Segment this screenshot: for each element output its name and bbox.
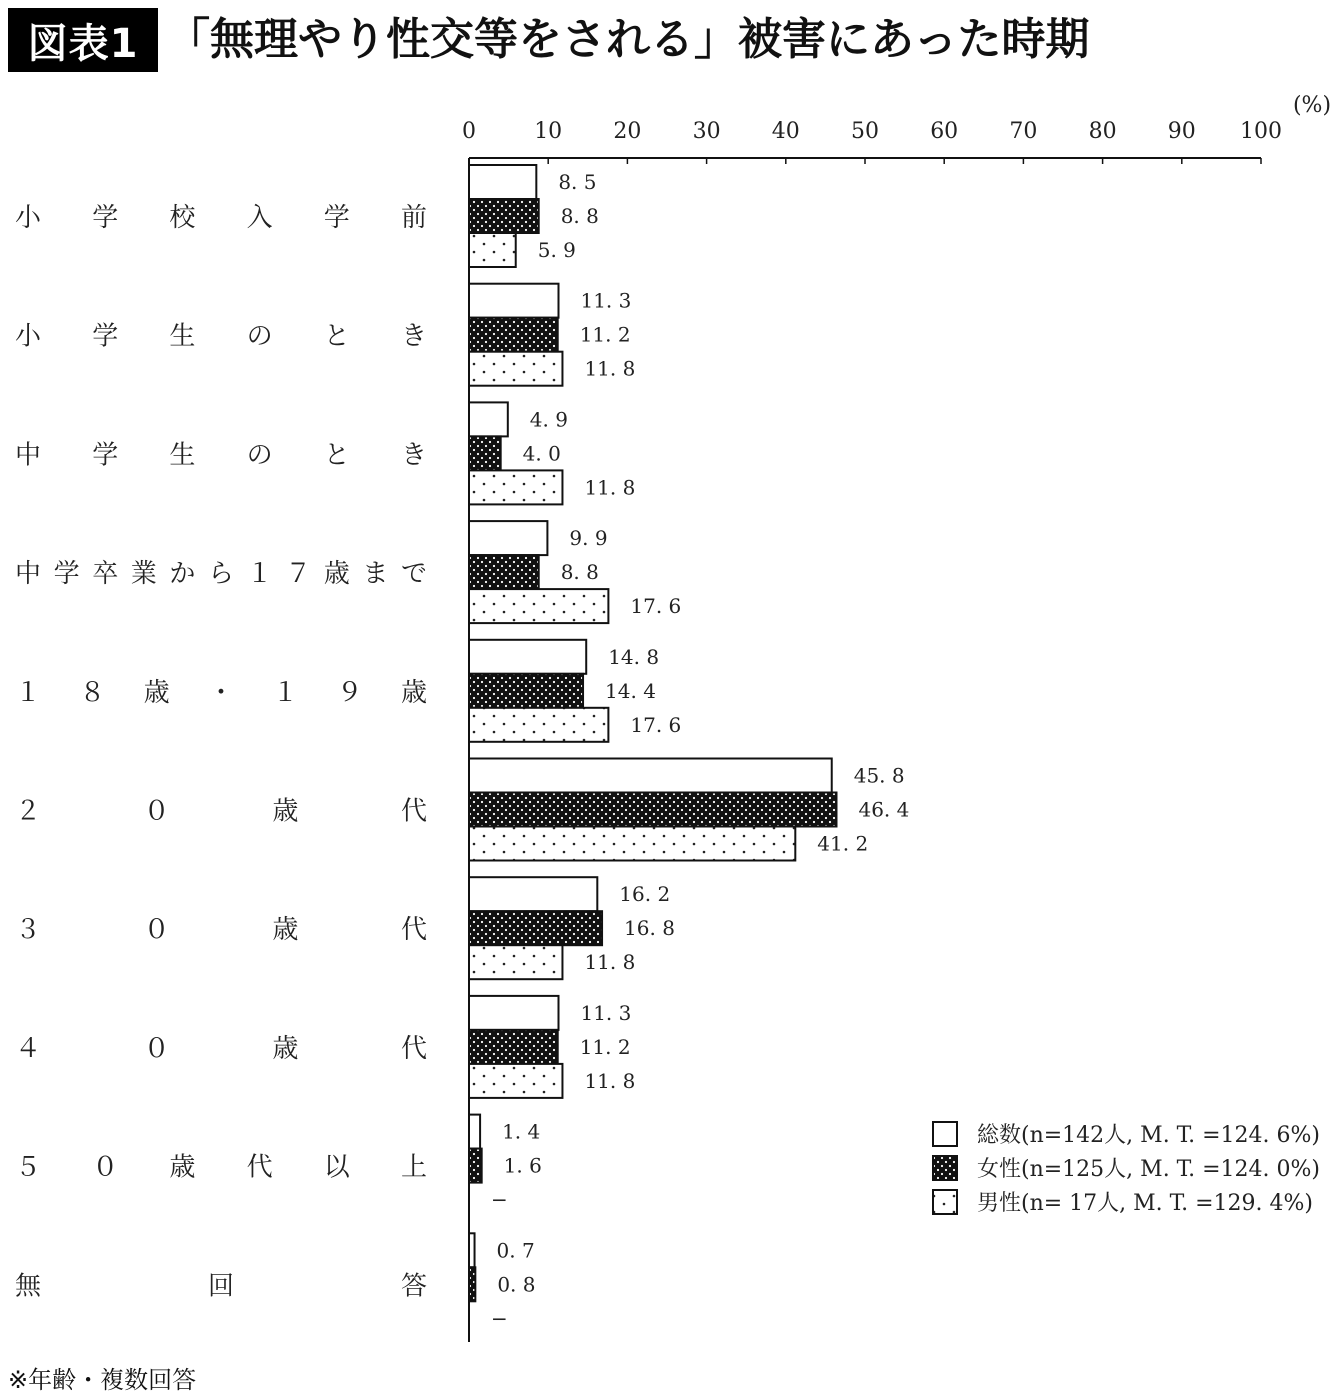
bar-male xyxy=(469,827,795,861)
bar-total xyxy=(469,640,586,674)
category-char: と xyxy=(323,321,350,352)
category-label xyxy=(15,322,427,352)
category-char: ０ xyxy=(143,915,170,946)
category-char: 歳 xyxy=(272,915,299,946)
bar-female xyxy=(469,555,539,589)
category-char: 歳 xyxy=(143,677,170,708)
category-char: き xyxy=(400,321,428,352)
bar-total xyxy=(469,877,597,911)
category-char: で xyxy=(400,559,428,590)
category-char: １ xyxy=(246,559,273,590)
x-tick-label: 70 xyxy=(1009,119,1038,144)
x-tick-label: 40 xyxy=(771,119,800,144)
category-char: 代 xyxy=(400,796,428,827)
value-label: 5. 9 xyxy=(537,238,576,262)
category-label xyxy=(15,1153,427,1183)
category-char: 卒 xyxy=(92,559,119,590)
bar-female xyxy=(469,911,602,945)
value-label: 4. 9 xyxy=(529,407,568,432)
category-char: 歳 xyxy=(272,796,299,827)
category-char: 小 xyxy=(14,203,42,233)
bar-female xyxy=(469,1030,558,1064)
value-label: 8. 8 xyxy=(560,560,599,585)
figure-badge: 図表1 xyxy=(8,8,158,72)
value-label: 14. 4 xyxy=(605,678,656,703)
value-label: 11. 3 xyxy=(580,1000,632,1025)
bar-total xyxy=(469,996,558,1030)
category-char: と xyxy=(323,440,350,471)
value-label: 11. 3 xyxy=(580,288,632,313)
category-char: 生 xyxy=(169,321,196,352)
category-char: 代 xyxy=(400,915,428,946)
category-label xyxy=(15,915,427,945)
category-char: 学 xyxy=(92,321,119,352)
x-tick-label: 100 xyxy=(1240,119,1282,144)
bar-total xyxy=(469,165,536,199)
category-char: ３ xyxy=(14,915,42,946)
category-label xyxy=(15,203,427,233)
category-char: 歳 xyxy=(169,1152,196,1183)
value-label: − xyxy=(491,1306,508,1331)
category-char: 代 xyxy=(400,1033,428,1064)
bar-male xyxy=(469,589,608,623)
category-char: ２ xyxy=(14,796,42,827)
category-char: 中 xyxy=(14,559,42,590)
value-label: 11. 8 xyxy=(584,950,636,975)
category-char: 中 xyxy=(14,440,42,471)
legend-label-male: 男性(n= 17人, M. T. =129. 4%) xyxy=(977,1191,1313,1216)
value-label: 11. 8 xyxy=(584,1068,636,1093)
value-label: 9. 9 xyxy=(569,526,608,551)
value-label: 11. 8 xyxy=(584,356,636,381)
category-char: 代 xyxy=(246,1152,273,1183)
category-char: 業 xyxy=(130,559,157,590)
bar-female xyxy=(469,1149,482,1183)
category-char: か xyxy=(169,559,196,590)
category-char: ０ xyxy=(143,1033,170,1064)
value-label: 0. 7 xyxy=(496,1238,535,1263)
category-label xyxy=(15,797,427,827)
category-char: 学 xyxy=(92,203,119,233)
category-char: の xyxy=(246,321,273,352)
category-char: 学 xyxy=(53,559,80,590)
x-tick-label: 80 xyxy=(1088,119,1117,144)
bar-total xyxy=(469,1115,480,1149)
category-char: き xyxy=(400,440,428,471)
footnote: ※年齢・複数回答 xyxy=(8,1366,197,1394)
x-tick-label: 10 xyxy=(534,119,563,144)
legend-swatch-male xyxy=(933,1190,957,1214)
value-label: 4. 0 xyxy=(522,441,561,466)
category-char: 校 xyxy=(169,203,196,233)
legend-swatch-total xyxy=(933,1122,957,1146)
value-label: 8. 8 xyxy=(560,204,599,228)
bar-male xyxy=(469,352,562,386)
category-label xyxy=(15,1034,427,1064)
category-char: ０ xyxy=(143,796,170,827)
category-char: ら xyxy=(207,559,235,590)
category-char: 上 xyxy=(400,1152,428,1183)
category-char: 学 xyxy=(323,203,350,233)
value-label: 8. 5 xyxy=(558,170,597,194)
x-tick-label: 30 xyxy=(692,119,721,144)
category-char: 前 xyxy=(400,203,428,233)
category-char: ５ xyxy=(14,1152,42,1183)
bar-female xyxy=(469,436,501,470)
bar-male xyxy=(469,1064,562,1098)
category-char: 以 xyxy=(323,1152,350,1183)
bar-female xyxy=(469,1267,475,1301)
value-label: 0. 8 xyxy=(497,1272,536,1297)
category-char: １ xyxy=(14,677,42,708)
chart-title: 「無理やり性交等をされる」被害にあった時期 xyxy=(166,14,1090,65)
category-char: ８ xyxy=(79,677,106,708)
bar-total xyxy=(469,284,558,318)
category-label xyxy=(15,559,427,589)
bars xyxy=(469,165,909,1330)
bar-total xyxy=(469,521,547,555)
category-char: ・ xyxy=(207,677,235,708)
value-label: 1. 4 xyxy=(502,1119,541,1144)
category-char: １ xyxy=(272,677,299,708)
category-label xyxy=(15,1271,427,1301)
value-label: 1. 6 xyxy=(503,1153,542,1178)
x-tick-label: 50 xyxy=(851,119,879,144)
x-tick-label: 60 xyxy=(930,119,959,144)
category-char: ０ xyxy=(92,1152,119,1183)
legend-label-female: 女性(n=125人, M. T. =124. 0%) xyxy=(977,1157,1320,1182)
category-char: 無 xyxy=(14,1271,42,1302)
x-tick-label: 90 xyxy=(1167,119,1196,144)
value-label: 11. 8 xyxy=(584,475,636,500)
bar-total xyxy=(469,402,508,436)
category-char: ま xyxy=(362,559,389,590)
category-label xyxy=(15,678,427,708)
bar-male xyxy=(469,470,562,504)
bar-total xyxy=(469,1233,475,1267)
category-char: 入 xyxy=(246,203,273,233)
category-char: ９ xyxy=(336,677,363,708)
value-label: 16. 8 xyxy=(624,916,675,941)
legend-swatch-female xyxy=(933,1156,957,1180)
bar-total xyxy=(469,759,832,793)
bar-female xyxy=(469,674,583,708)
bar-female xyxy=(469,199,539,233)
category-char: 歳 xyxy=(400,677,428,708)
category-char: ４ xyxy=(14,1033,42,1064)
value-label: 46. 4 xyxy=(858,797,910,822)
x-tick-label: 0 xyxy=(462,119,476,144)
bar-male xyxy=(469,233,516,267)
category-char: 歳 xyxy=(272,1033,299,1064)
legend xyxy=(933,1122,1320,1216)
category-label xyxy=(15,440,427,470)
value-label: 11. 2 xyxy=(579,1034,631,1059)
category-char: 学 xyxy=(92,440,119,471)
category-char: 生 xyxy=(169,440,196,471)
category-labels xyxy=(15,203,427,1301)
category-char: 歳 xyxy=(323,559,350,590)
category-char: 答 xyxy=(400,1271,428,1302)
bar-female xyxy=(469,793,836,827)
category-char: の xyxy=(246,440,273,471)
x-tick-label: 20 xyxy=(613,119,642,144)
bar-female xyxy=(469,318,558,352)
unit-label: (%) xyxy=(1292,93,1332,118)
value-label: 17. 6 xyxy=(630,712,682,737)
category-char: 回 xyxy=(207,1271,235,1302)
value-label: 11. 2 xyxy=(579,322,631,347)
value-label: 45. 8 xyxy=(853,763,905,788)
value-label: 41. 2 xyxy=(817,831,869,856)
value-label: − xyxy=(491,1187,508,1212)
bar-male xyxy=(469,708,608,742)
value-label: 16. 2 xyxy=(619,882,671,907)
bar-male xyxy=(469,945,562,979)
value-label: 17. 6 xyxy=(630,594,682,619)
legend-label-total: 総数(n=142人, M. T. =124. 6%) xyxy=(977,1123,1320,1148)
category-char: ７ xyxy=(285,559,312,590)
value-label: 14. 8 xyxy=(608,644,660,669)
category-char: 小 xyxy=(14,321,42,352)
